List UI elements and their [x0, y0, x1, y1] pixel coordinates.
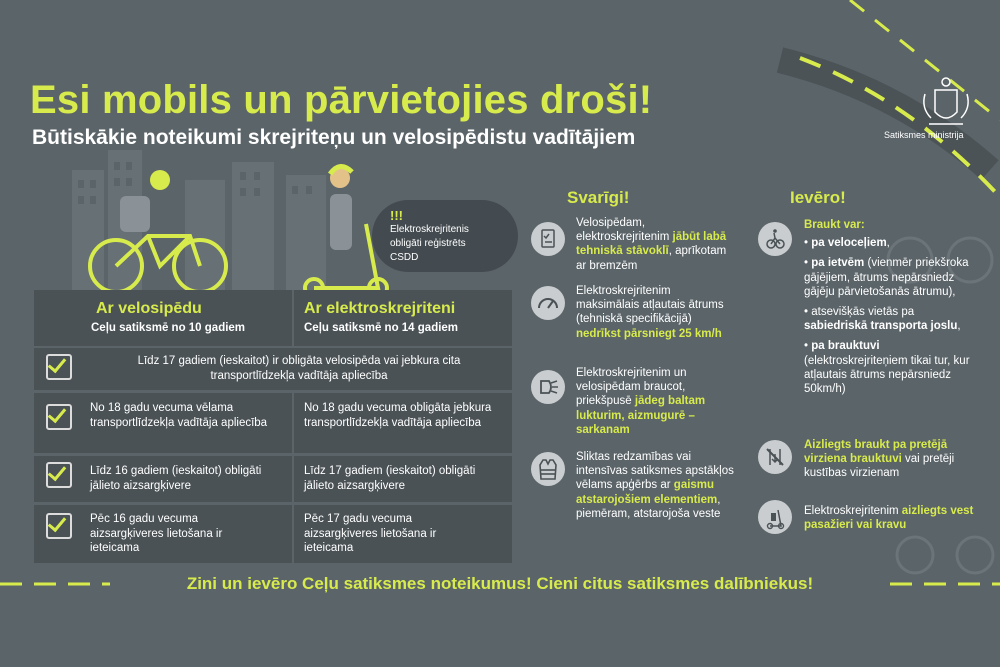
svarigi-item-4 [576, 450, 736, 521]
allowed-3-rest: , [957, 320, 961, 333]
clipboard-check-icon [531, 222, 565, 256]
ievero-passengers [804, 504, 974, 532]
bubble-line-3: CSDD [390, 252, 419, 263]
bike-lane-sign-icon [758, 222, 792, 256]
row-4-bike: Pēc 16 gadu vecuma aizsargķiveres lietošana ir ieteicama [90, 513, 223, 554]
row-2-scooter: No 18 gadu vecuma obligāta jebkura transportlīdzekļa vadītāja apliecība [304, 402, 492, 429]
no-wrong-way-icon [758, 440, 792, 474]
list-item [804, 339, 980, 396]
checkbox-icon [46, 513, 72, 539]
row-2-bike: No 18 gadu vecuma vēlama transportlīdzekļa vadītāja apliecība [90, 402, 268, 429]
checkbox-icon [46, 404, 72, 430]
svarigi-2-pre: Elektroskrejritenim maksimālais atļautais ātrums (tehniskā specifikācijā) [576, 285, 724, 326]
checkbox-icon [46, 354, 72, 380]
allowed-3-pre: atsevišķās vietās pa [811, 306, 915, 319]
allowed-3-bold: sabiedriskā transporta joslu [804, 320, 958, 333]
column-head-scooter [294, 290, 512, 346]
svarigi-item-2 [576, 284, 736, 341]
svarigi-heading: Svarīgi! [567, 188, 630, 207]
svarigi-1-pre: Velosipēdam, elektroskrejritenim [576, 217, 673, 244]
ievero-allowed [804, 218, 980, 396]
svarigi-4-hl: gaismu atstarojošiem elementiem [576, 479, 718, 506]
row-3-bike: Līdz 16 gadiem (ieskaitot) obligāti jālieto aizsargķivere [90, 465, 262, 492]
speedometer-icon [531, 286, 565, 320]
page-subtitle: Būtiskākie noteikumi skrejriteņu un velosipēdistu vadītājiem [32, 126, 636, 149]
column-subtitle-scooter: Ceļu satiksmē no 14 gadiem [304, 322, 459, 334]
svarigi-1-post: , aprīkotam ar bremzēm [576, 245, 727, 272]
svarigi-1-hl: jābūt labā tehniskā stāvoklī [576, 231, 727, 258]
allowed-title: Braukt var: [804, 219, 865, 231]
ievero-forbidden [804, 438, 974, 481]
row-3-scooter: Līdz 17 gadiem (ieskaitot) obligāti jālieto aizsargķivere [304, 465, 476, 492]
bullet: • [804, 257, 809, 270]
passengers-hl: aizliegts vest pasažieri vai kravu [804, 505, 974, 532]
scooter-passenger-icon [758, 500, 792, 534]
list-item [804, 305, 980, 333]
column-title-scooter: Ar elektroskrejriteni [304, 300, 456, 317]
svarigi-4-post: , piemēram, atstarojoša veste [576, 493, 721, 520]
footer-slogan: Zini un ievēro Ceļu satiksmes noteikumus! Cieni citus satiksmes dalībniekus! [186, 574, 814, 593]
allowed-4-bold: pa brauktuvi [811, 340, 880, 353]
forbidden-rest: vai pretēji kustības virzienam [804, 453, 955, 480]
row-1-text: Līdz 17 gadiem (ieskaitot) ir obligāta velosipēda vai jebkura cita transportlīdzekļa vadītāja apliecība [137, 355, 461, 382]
allowed-4-rest: (elektroskrejriteņiem tikai tur, kur atļautais ātrums nepārsniedz 50km/h) [804, 354, 970, 396]
svarigi-2-hl: nedrīkst pārsniegt 25 km/h [576, 327, 722, 340]
svarigi-3-pre: Elektroskrejritenim un velosipēdam braucot, priekšpusē [576, 367, 687, 408]
column-subtitle-bicycle: Ceļu satiksmē no 10 gadiem [91, 322, 246, 334]
svarigi-item-1 [576, 216, 736, 273]
headlight-icon [531, 370, 565, 404]
forbidden-hl: Aizliegts braukt pa pretējā virziena brauktuvi [804, 439, 948, 466]
page-title: Esi mobils un pārvietojies droši! [30, 78, 653, 122]
column-head-bicycle [34, 290, 292, 346]
list-item [804, 256, 980, 299]
checkbox-icon [46, 462, 72, 488]
bullet: • [804, 340, 809, 353]
coat-of-arms-icon [919, 74, 973, 134]
allowed-1-rest: , [886, 237, 890, 250]
row-4-scooter: Pēc 17 gadu vecuma aizsargķiveres lietošana ir ieteicama [304, 513, 437, 554]
svarigi-item-3 [576, 366, 736, 437]
ievero-heading: Ievēro! [790, 188, 846, 207]
ministry-name: Satiksmes ministrija [884, 130, 964, 140]
reflective-vest-icon [531, 452, 565, 486]
passengers-pre: Elektroskrejritenim [804, 505, 902, 517]
list-item [804, 236, 980, 250]
allowed-2-bold: pa ietvēm [811, 257, 865, 270]
allowed-2-rest: (vienmēr priekšroka gājējiem, ātrums nepārsniedz gājēju pārvietošanās ātrumu), [804, 257, 969, 298]
bullet: • [804, 237, 809, 250]
bullet: • [804, 306, 809, 319]
column-title-bicycle: Ar velosipēdu [96, 300, 202, 317]
allowed-1-bold: pa veloceļiem [811, 237, 887, 250]
svarigi-4-pre: Sliktas redzamības vai intensīvas satiksmes apstākļos vēlams apģērbs ar [576, 451, 734, 492]
bubble-exclaim: !!! [390, 208, 403, 223]
bubble-line-1: Elektroskrejritenis [390, 224, 469, 235]
svarigi-3-hl: jādeg baltam lukturim, aizmugurē – sarkanam [576, 395, 706, 436]
bubble-line-2: obligāti reģistrēts [390, 238, 466, 249]
